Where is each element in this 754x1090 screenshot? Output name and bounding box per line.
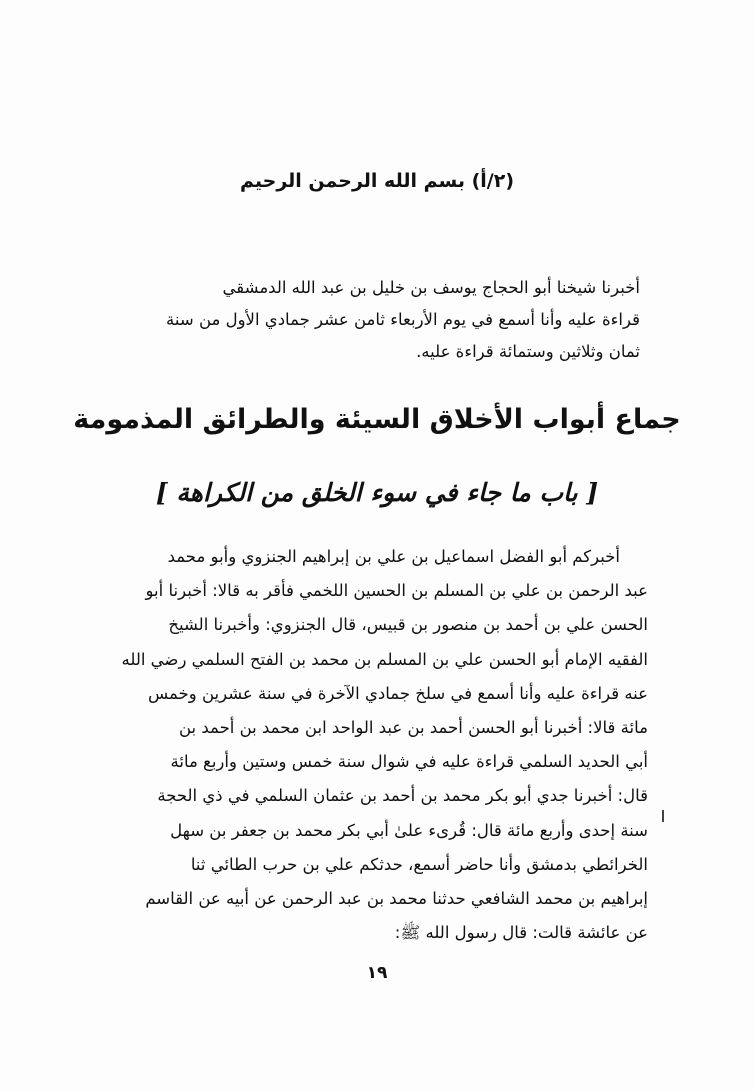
body-line: عنه قراءة عليه وأنا أسمع في سلخ جمادي الآخرة في سنة عشرين وخمس [147,683,648,703]
intro-line: ثمان وثلاثين وستمائة قراءة عليه. [416,342,640,361]
page-number: ١٩ [366,963,388,983]
body-line: عن عائشة قالت: قال رسول الله ﷺ: [394,923,648,943]
basmala-heading: (٢/أ) بسم الله الرحمن الرحيم [240,170,514,192]
body-line: أبي الحديد السلمي قراءة عليه في شوال سنة خمس وستين وأربع مائة [170,752,648,772]
body-line: قال: أخبرنا جدي أبو بكر محمد بن أحمد بن عثمان السلمي في ذي الحجة [157,786,648,806]
intro-line: قراءة عليه وأنا أسمع في يوم الأربعاء ثامن عشر جمادي الأول من سنة [166,310,640,329]
section-title: [ باب ما جاء في سوء الخلق من الكراهة ] [155,478,599,507]
intro-paragraph [118,272,640,368]
body-paragraph [118,540,648,950]
body-line: سنة إحدى وأربع مائة قال: قُرىء علىٰ أبي بكر محمد بن جعفر بن سهل [170,820,648,840]
body-line: الفقيه الإمام أبو الحسن علي بن المسلم بن محمد بن الفتح السلمي رضي الله [121,649,648,669]
body-line: الخرائطي بدمشق وأنا حاضر أسمع، حدثكم علي بن حرب الطائي ثنا [190,854,648,874]
margin-mark [662,810,664,822]
intro-line: أخبرنا شيخنا أبو الحجاج يوسف بن خليل بن عبد الله الدمشقي [222,278,640,297]
body-line: الحسن علي بن أحمد بن منصور بن قبيس، قال الجنزوي: وأخبرنا الشيخ [168,615,648,635]
chapter-title: جماع أبواب الأخلاق السيئة والطرائق المذمومة [73,404,681,435]
body-line: أخبركم أبو الفضل اسماعيل بن علي بن إبراهيم الجنزوي وأبو محمد [167,547,620,566]
body-line: إبراهيم بن محمد الشافعي حدثنا محمد بن عبد الرحمن عن أبيه عن القاسم [145,889,648,909]
body-line: مائة قالا: أخبرنا أبو الحسن أحمد بن عبد الواحد ابن محمد بن أحمد بن [178,718,648,738]
body-line: عبد الرحمن بن علي بن المسلم بن الحسين اللخمي فأقر به قالا: أخبرنا أبو [145,581,648,601]
